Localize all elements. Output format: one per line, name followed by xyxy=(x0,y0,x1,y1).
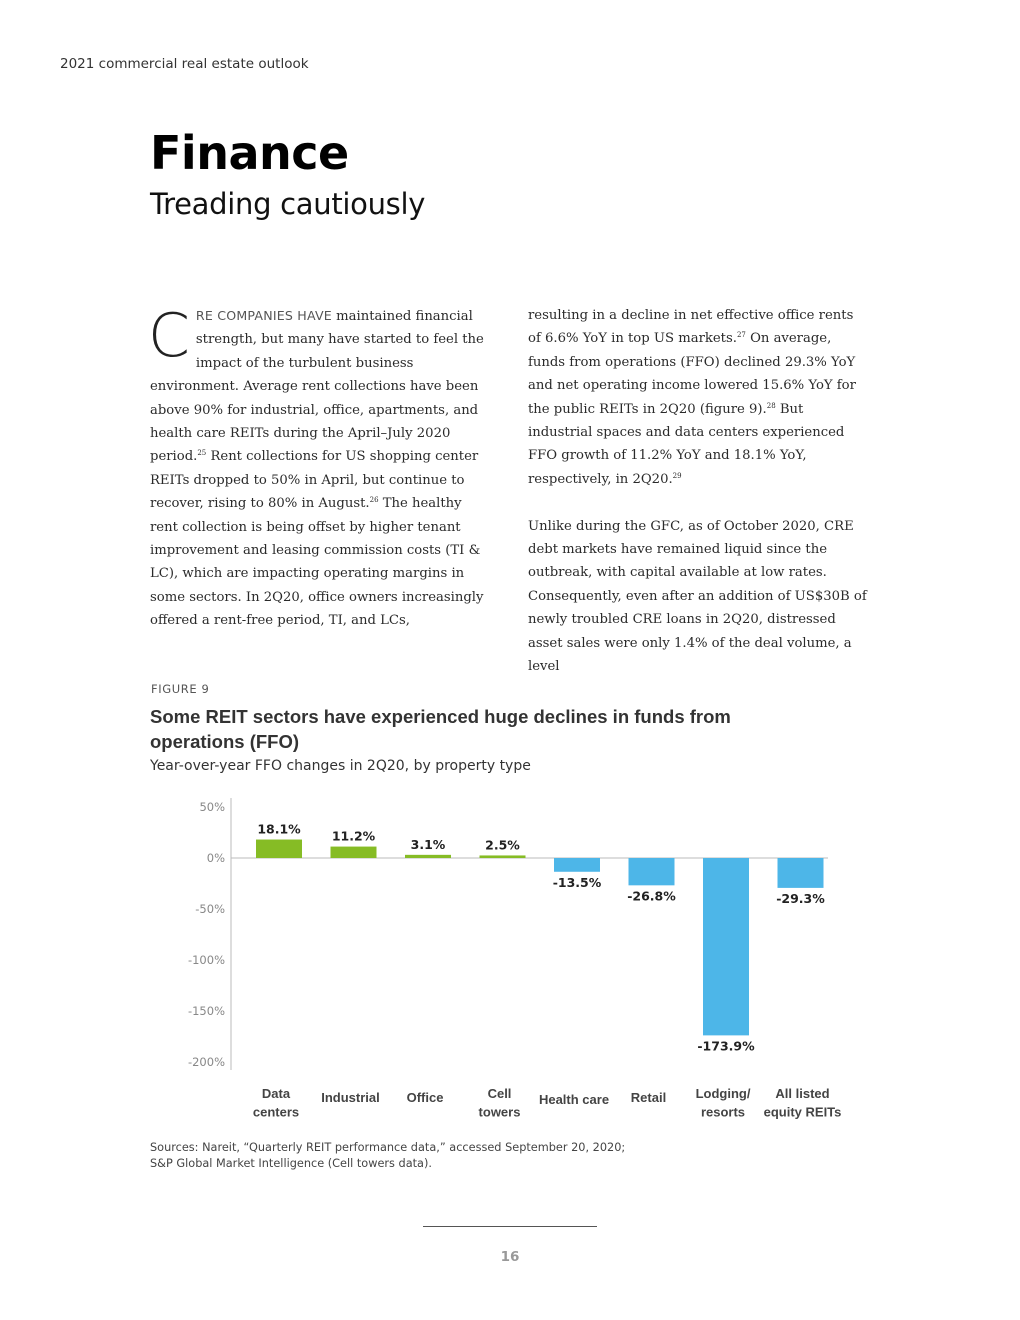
sources-line: S&P Global Market Intelligence (Cell towers data). xyxy=(150,1157,432,1170)
data-label: 18.1% xyxy=(257,821,301,837)
y-tick-label: -150% xyxy=(187,1004,225,1018)
footnote-ref: 27 xyxy=(736,331,746,340)
bar xyxy=(480,855,526,858)
data-label: 11.2% xyxy=(331,828,376,844)
bar xyxy=(778,858,824,888)
figure-sources xyxy=(150,1140,625,1172)
page-title: Finance xyxy=(150,126,349,180)
paragraph-text: Rent collections for US shopping center REITs dropped to 50% in April, but continue to recover, rising to 80% in August. xyxy=(150,449,479,512)
data-label: -173.9% xyxy=(697,1038,755,1054)
data-label: -29.3% xyxy=(776,890,825,906)
category-label: centers xyxy=(252,1104,300,1120)
bar xyxy=(703,858,749,1035)
y-tick-label: 50% xyxy=(199,800,225,814)
running-head: 2021 commercial real estate outlook xyxy=(60,56,309,72)
data-label: 3.1% xyxy=(410,836,446,852)
footnote-ref: 29 xyxy=(672,471,682,480)
category-label: Office xyxy=(406,1090,444,1105)
paragraph-text: On average, funds from operations (FFO) declined 29.3% YoY and net operating income lowered 15.6% YoY for the public REITs in 2Q20 (figure 9). xyxy=(528,331,856,417)
category-label: Retail xyxy=(630,1090,667,1105)
y-tick-label: 0% xyxy=(206,851,225,865)
bar xyxy=(554,858,600,872)
sources-line: Sources: Nareit, “Quarterly REIT performance data,” accessed September 20, 2020; xyxy=(150,1141,626,1154)
y-tick-label: -200% xyxy=(187,1055,225,1069)
data-label: -26.8% xyxy=(627,888,676,904)
data-label: -13.5% xyxy=(552,874,602,890)
figure-label: FIGURE 9 xyxy=(151,682,210,696)
paragraph-text: maintained financial strength, but many have started to feel the impact of the turbulent business environment. Average rent collections have been above 90% for industrial, office, apartments, and health care REITs during the April–July 2020 period. xyxy=(150,309,484,465)
footer-rule xyxy=(423,1226,597,1227)
paragraph: Unlike during the GFC, as of October 2020, CRE debt markets have remained liquid since the outbreak, with capital available at low rates. Consequently, even after an addition of US$30B of newly troubled CRE loans in 2Q20, distressed asset sales were only 1.4% of the deal volume, a level xyxy=(528,518,867,675)
category-label: All listed xyxy=(775,1086,830,1101)
data-label: 2.5% xyxy=(485,837,520,853)
footnote-ref: 26 xyxy=(369,496,379,505)
category-label: Health care xyxy=(538,1092,610,1107)
y-tick-label: -100% xyxy=(187,953,225,967)
category-label: Lodging/ xyxy=(695,1086,751,1101)
category-label: Cell xyxy=(487,1086,512,1101)
category-label: resorts xyxy=(700,1104,746,1120)
category-label: equity REITs xyxy=(763,1104,842,1120)
footnote-ref: 28 xyxy=(766,401,776,410)
footnote-ref: 25 xyxy=(197,449,207,458)
category-label: towers xyxy=(478,1104,521,1120)
bar xyxy=(629,858,675,885)
y-tick-label: -50% xyxy=(195,902,225,916)
paragraph-text: resulting in a decline in net effective office rents of 6.6% YoY in top US markets. xyxy=(528,308,854,347)
page-number: 16 xyxy=(500,1249,520,1265)
category-label: Industrial xyxy=(321,1090,380,1105)
figure-title: Some REIT sectors have experienced huge declines in funds from operations (FFO) xyxy=(150,706,731,752)
paragraph-text: But industrial spaces and data centers experienced FFO growth of 11.2% YoY and 18.1% YoY, respectively, in 2Q20. xyxy=(528,401,845,487)
bar xyxy=(331,847,377,858)
lead-in: RE COMPANIES HAVE xyxy=(195,308,332,323)
bar xyxy=(256,840,302,858)
bar xyxy=(405,855,451,858)
category-label: Data xyxy=(261,1086,291,1101)
paragraph-text: The healthy rent collection is being offset by higher tenant improvement and leasing commission costs (TI & LC), which are impacting operating margins in some sectors. In 2Q20, office owners increasingly offered a rent-free period, TI, and LCs, xyxy=(150,496,484,629)
dropcap: C xyxy=(148,301,190,371)
figure-subtitle: Year-over-year FFO changes in 2Q20, by property type xyxy=(150,758,531,774)
page-subtitle: Treading cautiously xyxy=(150,187,426,221)
